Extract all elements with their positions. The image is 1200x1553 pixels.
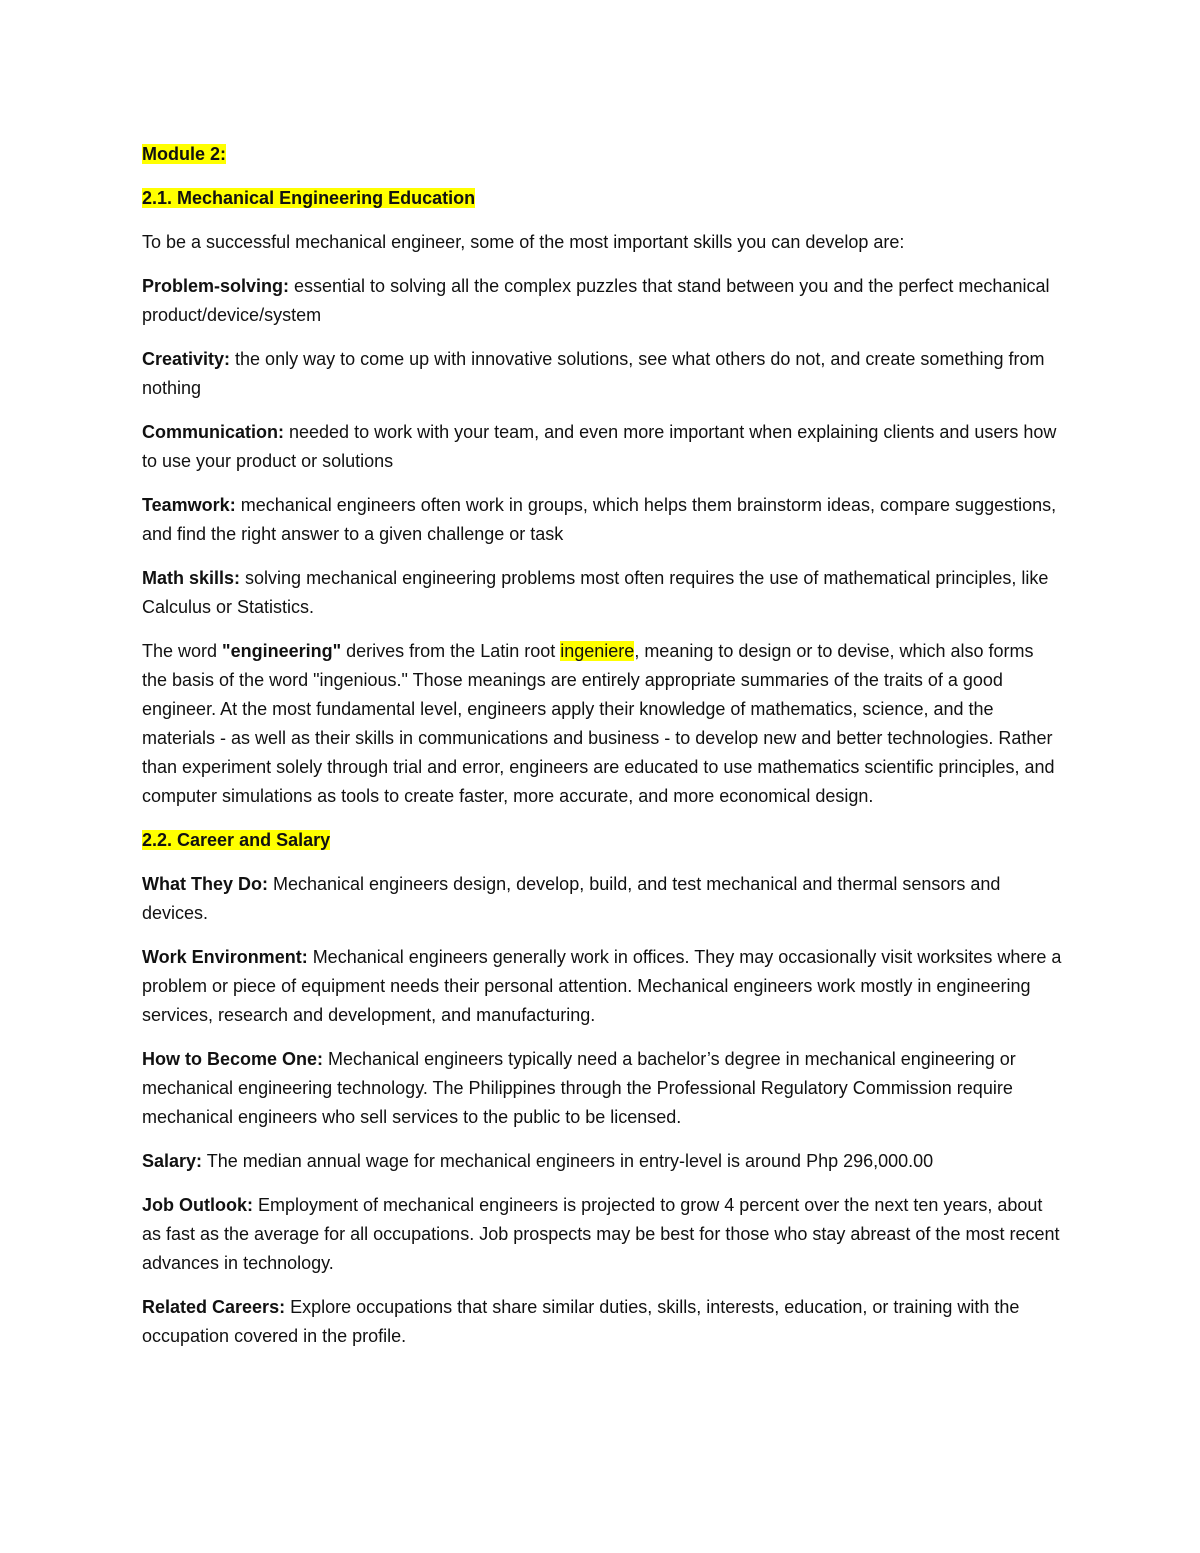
- career-related-careers: [142, 1293, 1062, 1351]
- career-term: How to Become One:: [142, 1049, 324, 1069]
- skill-math: [142, 564, 1062, 622]
- module-heading: Module 2:: [142, 144, 226, 164]
- career-how-to-become: [142, 1045, 1062, 1132]
- etymology-paragraph: The word "engineering" derives from the Latin root ingeniere, meaning to design or to devise, which also forms the basis of the word "ingenious." Those meanings are entirely appropriate summaries of the traits of a good engineer. At the most fundamental level, engineers apply their knowledge of mathematics, science, and the materials - as well as their skills in communications and business - to develop new and better technologies. Rather than experiment solely through trial and error, engineers are educated to use mathematics scientific principles, and computer simulations as tools to create faster, more accurate, and more economical design.: [142, 641, 1055, 806]
- career-text: Mechanical engineers design, develop, build, and test mechanical and thermal sensors and devices.: [142, 874, 1001, 923]
- career-text: Mechanical engineers generally work in offices. They may occasionally visit worksites where a problem or piece of equipment needs their personal attention. Mechanical engineers work mostly in engineering services, research and development, and manufacturing.: [142, 947, 1062, 1025]
- career-text: The median annual wage for mechanical engineers in entry-level is around Php 296,000.00: [202, 1151, 934, 1171]
- skill-term: Teamwork:: [142, 495, 236, 515]
- career-term: What They Do:: [142, 874, 268, 894]
- section-heading-education: 2.1. Mechanical Engineering Education: [142, 188, 476, 208]
- career-salary: [142, 1147, 1062, 1176]
- career-work-environment: [142, 943, 1062, 1030]
- career-job-outlook: [142, 1191, 1062, 1278]
- skill-term: Communication:: [142, 422, 284, 442]
- skill-text: mechanical engineers often work in groups, which helps them brainstorm ideas, compare suggestions, and find the right answer to a given challenge or task: [142, 495, 1057, 544]
- skill-problem-solving: [142, 272, 1062, 330]
- skill-term: Math skills:: [142, 568, 241, 588]
- latin-root: ingeniere: [560, 641, 635, 661]
- skill-teamwork: [142, 491, 1062, 549]
- skill-term: Problem-solving:: [142, 276, 290, 296]
- skill-term: Creativity:: [142, 349, 231, 369]
- career-term: Job Outlook:: [142, 1195, 253, 1215]
- skills-intro: To be a successful mechanical engineer, some of the most important skills you can develop are:: [142, 232, 905, 252]
- skill-text: the only way to come up with innovative solutions, see what others do not, and create something from nothing: [142, 349, 1045, 398]
- career-term: Salary:: [142, 1151, 203, 1171]
- career-text: Mechanical engineers typically need a bachelor’s degree in mechanical engineering or mechanical engineering technology. The Philippines through the Professional Regulatory Commission require mechanical engineers who sell services to the public to be licensed.: [142, 1049, 1016, 1127]
- skill-communication: [142, 418, 1062, 476]
- engineering-word: "engineering": [222, 641, 342, 661]
- document-page: [142, 140, 1062, 1366]
- skill-text: needed to work with your team, and even more important when explaining clients and users how to use your product or solutions: [142, 422, 1057, 471]
- career-text: Employment of mechanical engineers is projected to grow 4 percent over the next ten years, about as fast as the average for all occupations. Job prospects may be best for those who stay abreast of the most recent advances in technology.: [142, 1195, 1060, 1273]
- career-term: Related Careers:: [142, 1297, 286, 1317]
- skill-text: solving mechanical engineering problems most often requires the use of mathematical principles, like Calculus or Statistics.: [142, 568, 1049, 617]
- career-what-they-do: [142, 870, 1062, 928]
- section-heading-career: 2.2. Career and Salary: [142, 830, 331, 850]
- skill-text: essential to solving all the complex puzzles that stand between you and the perfect mechanical product/device/system: [142, 276, 1050, 325]
- career-text: Explore occupations that share similar duties, skills, interests, education, or training with the occupation covered in the profile.: [142, 1297, 1020, 1346]
- career-term: Work Environment:: [142, 947, 308, 967]
- skill-creativity: [142, 345, 1062, 403]
